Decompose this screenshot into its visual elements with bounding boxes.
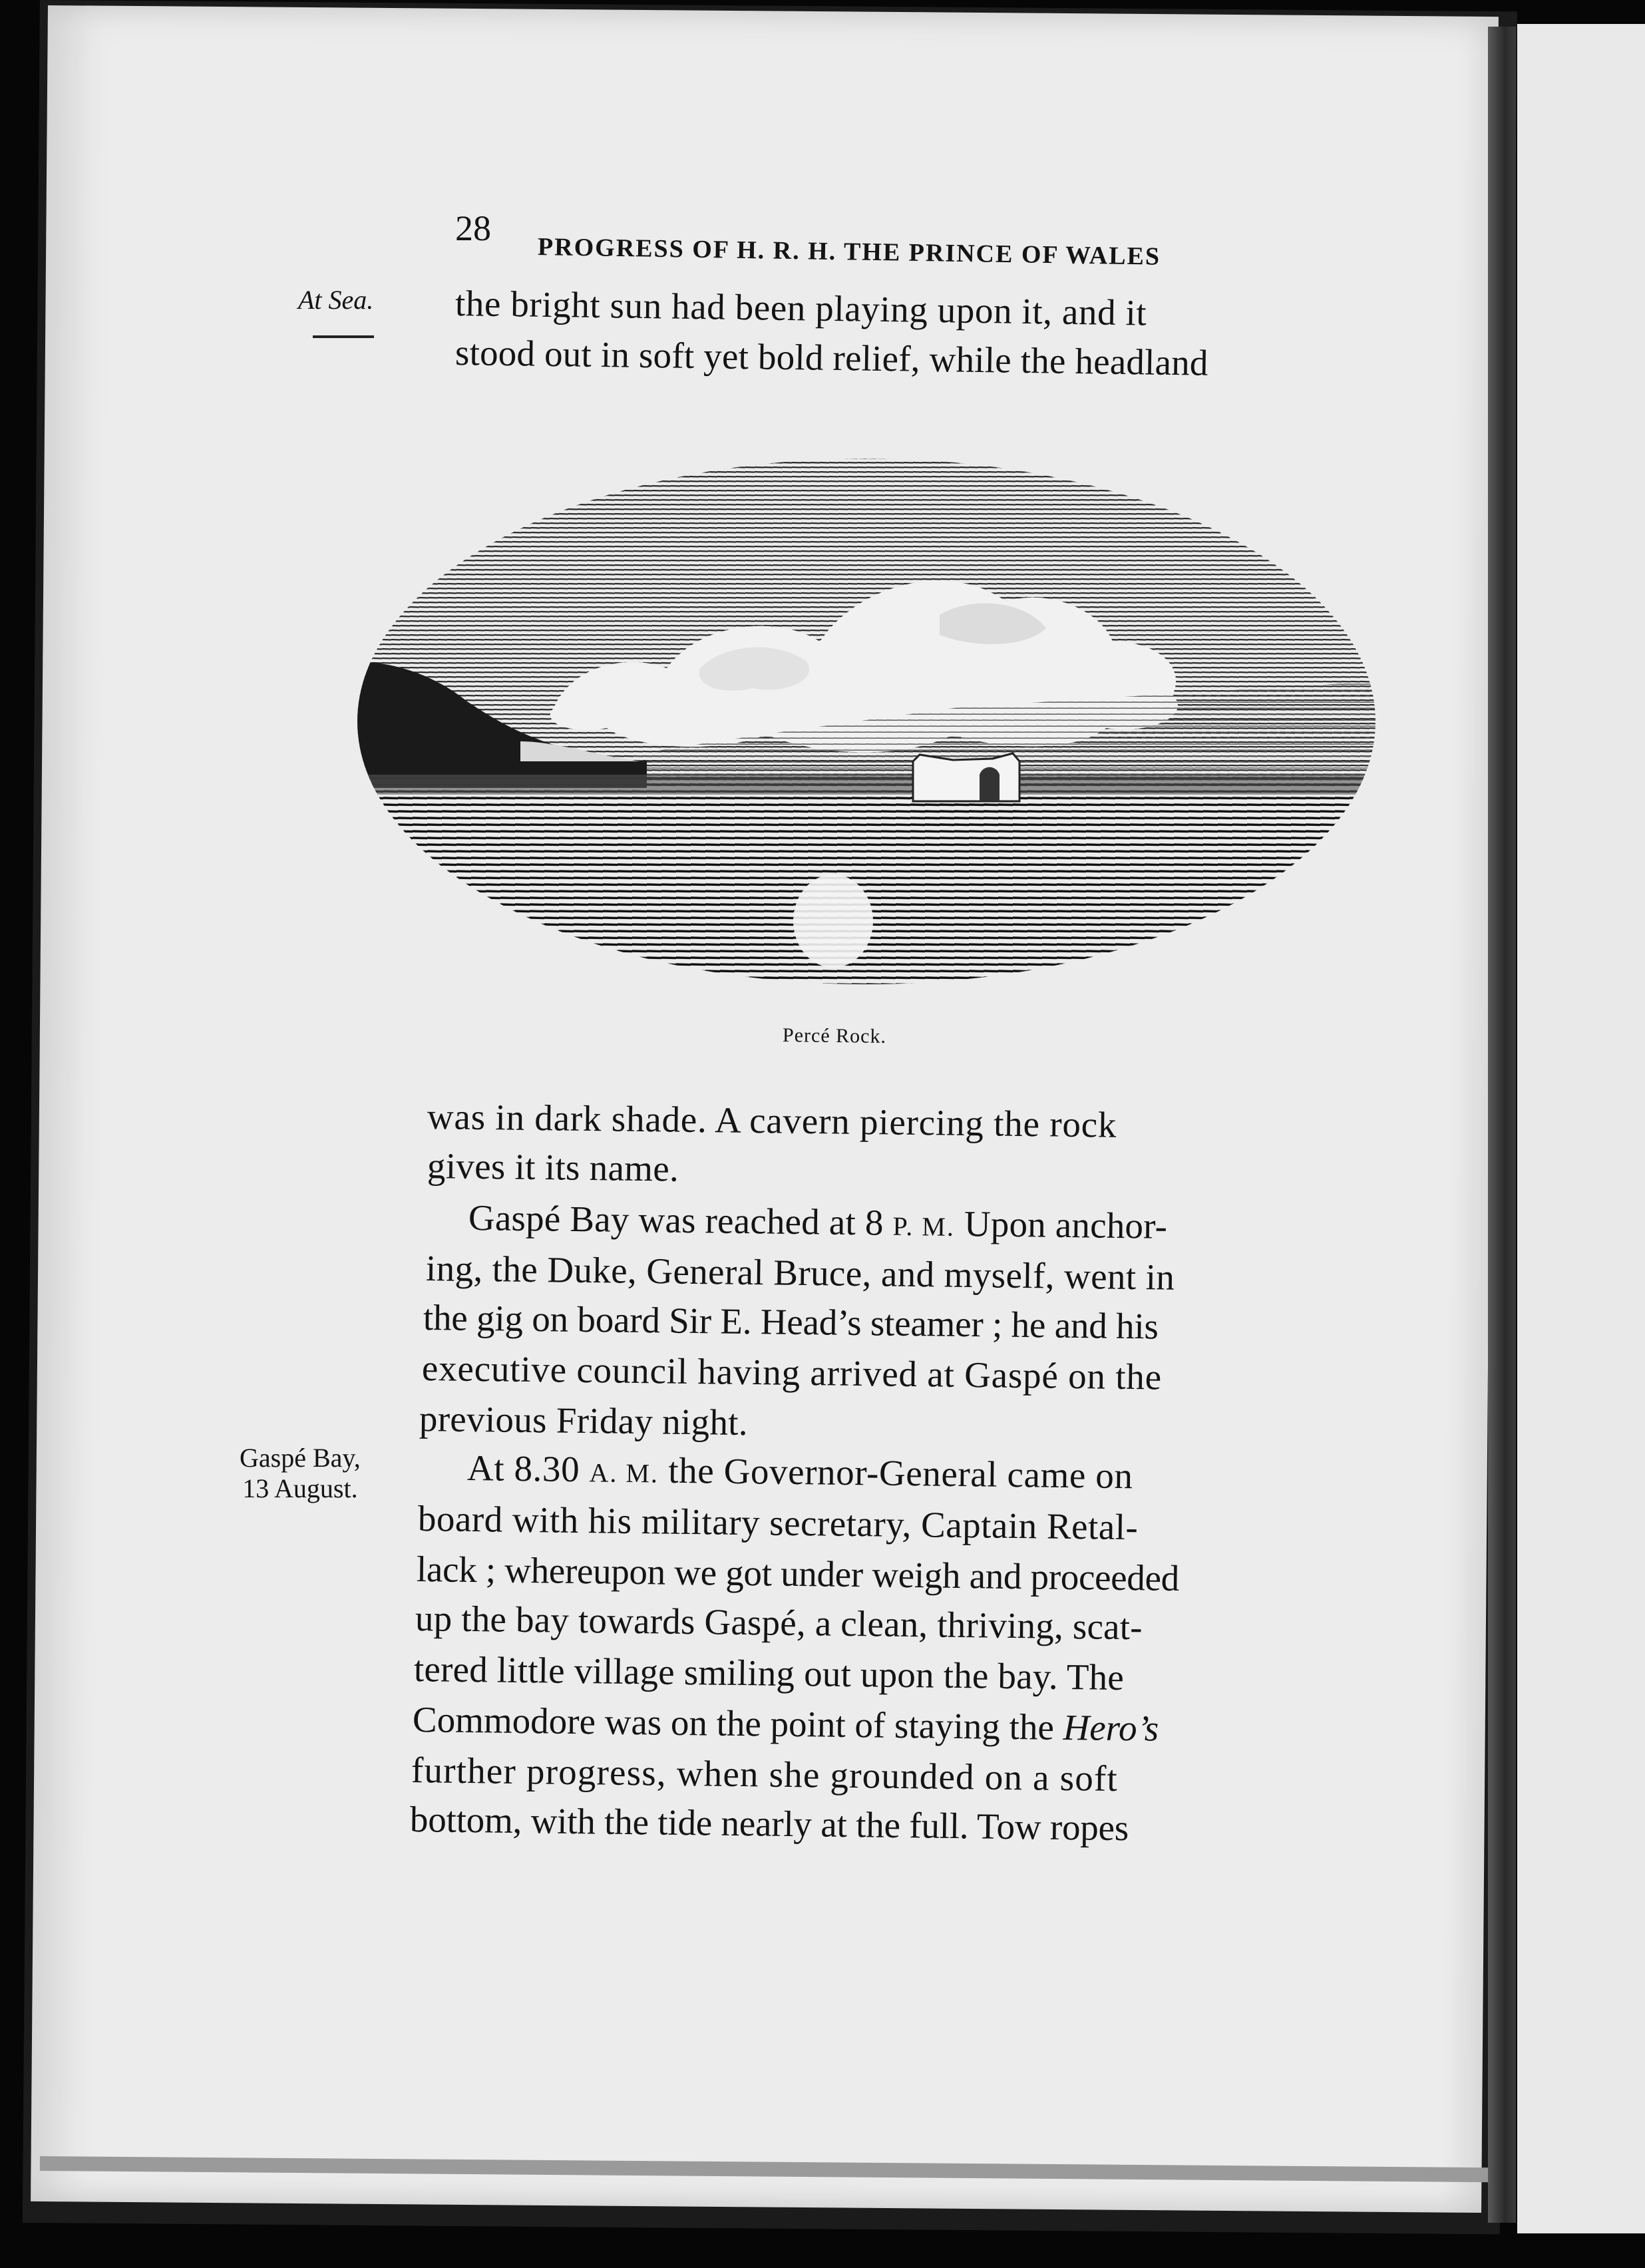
text-run: At 8.30 (466, 1447, 590, 1490)
text-line: the bright sun had been playing upon it, and it (455, 283, 1147, 333)
text-line (468, 1199, 1168, 1244)
text-line: tered little village smiling out upon the bay. The (413, 1648, 1125, 1698)
rock-reflection (913, 801, 1019, 828)
small-caps-run: A. M. (589, 1457, 659, 1489)
margin-note-rule (313, 335, 374, 338)
small-caps-run: P. M. (892, 1211, 956, 1242)
figure-caption: Percé Rock. (782, 1024, 887, 1047)
margin-note-place: Gaspé Bay, (240, 1443, 361, 1473)
perce-rock (913, 753, 1019, 801)
text-line: the gig on board Sir E. Head’s steamer ; he and his (423, 1297, 1159, 1347)
margin-note-at-sea: At Sea. (298, 285, 374, 315)
text-line: lack ; whereupon we got under weigh and proceeded (416, 1549, 1180, 1599)
text-line: stood out in soft yet bold relief, while the headland (455, 332, 1209, 383)
italic-run: Hero’s (1063, 1706, 1159, 1749)
rock-arch (980, 767, 1000, 801)
text-line: executive council having arrived at Gaspé on the (421, 1348, 1163, 1398)
water (354, 775, 1379, 994)
water-glare (793, 874, 873, 968)
text-line: up the bay towards Gaspé, a clean, thriving, scat- (415, 1598, 1143, 1648)
page-number: 28 (455, 208, 491, 248)
text-run: the Governor-General came on (658, 1449, 1133, 1497)
text-line: gives it its name. (427, 1145, 679, 1189)
horizon-band (354, 775, 1379, 795)
margin-note-date: 13 August. (242, 1473, 358, 1503)
margin-note-gaspe (240, 1443, 361, 1504)
text-line: bottom, with the tide nearly at the full. Tow ropes (409, 1799, 1129, 1849)
text-line: was in dark shade. A cavern piercing the rock (427, 1096, 1117, 1145)
text-line: previous Friday night. (419, 1398, 749, 1443)
running-head: PROGRESS OF H. R. H. THE PRINCE OF WALES (537, 233, 1161, 271)
perce-rock-engraving (354, 442, 1379, 994)
text-line: board with his military secretary, Captain Retal- (417, 1498, 1139, 1548)
text-line: further progress, when she grounded on a soft (411, 1750, 1119, 1799)
text-line: ing, the Duke, General Bruce, and myself, went in (425, 1248, 1175, 1298)
text-run: Upon anchor- (954, 1203, 1168, 1246)
text-run: Commodore was on the point of staying the (412, 1699, 1063, 1748)
text-line (466, 1447, 1133, 1497)
text-run: Gaspé Bay was reached at 8 (468, 1197, 893, 1243)
text-line (413, 1701, 1159, 1747)
